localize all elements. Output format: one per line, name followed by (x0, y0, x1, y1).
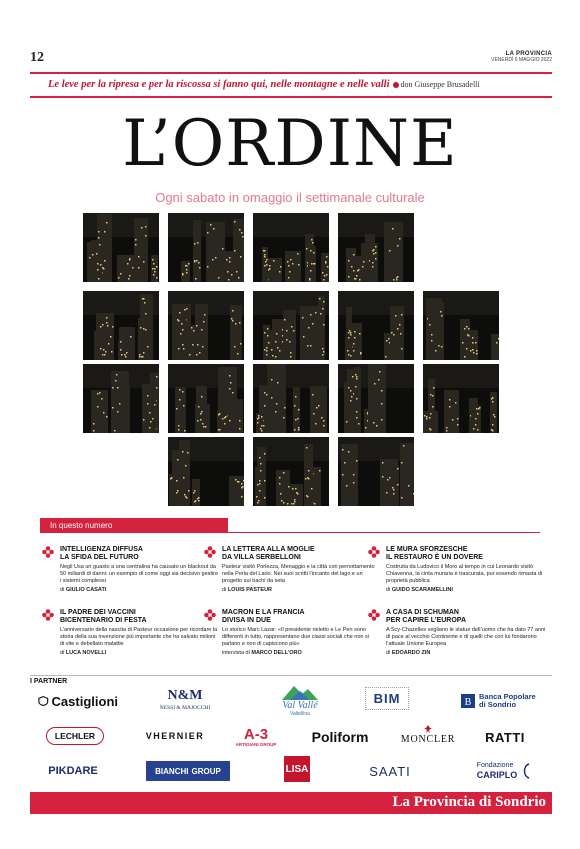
article-headline-1: INTELLIGENZA DIFFUSA (60, 546, 143, 553)
article-item[interactable] (60, 609, 220, 656)
banca-popolare-logo[interactable]: B Banca Popolare di Sondrio (460, 688, 540, 714)
moncler-logo[interactable]: MONCLER (396, 720, 460, 748)
article-item[interactable] (386, 609, 548, 656)
bim-logo[interactable]: BIM (362, 684, 412, 712)
article-headline-1: LE MURA SFORZESCHE (386, 546, 468, 553)
article-headline-1: LA LETTERA ALLA MOGLIE (222, 546, 315, 553)
lechler-logo[interactable]: LECHLER (40, 726, 110, 746)
article-author: MARCO DELL’ORO (251, 650, 302, 656)
nessi-majocchi-logo[interactable]: N&M NESSI & MAJOCCHI (159, 688, 211, 711)
flower-icon (204, 609, 216, 621)
article-author: LOUIS PASTEUR (227, 587, 273, 593)
article-headline-2: IL RESTAURO È UN DOVERE (386, 554, 483, 561)
article-item[interactable] (386, 546, 548, 593)
paper-name: LA PROVINCIA (505, 51, 552, 57)
photo-tile (168, 437, 244, 506)
issue-date: VENERDÌ 6 MAGGIO 2022 (491, 57, 552, 63)
bank-emblem-icon (460, 693, 476, 709)
page-subtitle: Ogni sabato in omaggio il settimanale culturale (155, 190, 425, 205)
flower-icon (368, 609, 380, 621)
section-label: In questo numero (40, 518, 228, 533)
partners-rule (30, 675, 552, 676)
article-author: GIULIO CASATI (65, 587, 107, 593)
svg-text:B: B (464, 697, 472, 708)
footer-brand: La Provincia di Sondrio (392, 794, 546, 810)
fondazione-cariplo-logo[interactable]: Fondazione CARIPLO (470, 758, 538, 784)
article-headline-2: DA VILLA SERBELLONI (222, 554, 301, 561)
photo-tile (338, 364, 414, 433)
article-byline: di GIULIO CASATI (60, 587, 107, 593)
bianchi-group-logo[interactable]: BIANCHI GROUP (146, 761, 230, 781)
poliform-logo[interactable]: Poliform (311, 729, 369, 745)
article-byline: di EDOARDO ZIN (386, 650, 431, 656)
top-rule (30, 72, 552, 74)
article-headline-1: IL PADRE DEI VACCINI (60, 609, 136, 616)
photo-tile (338, 437, 414, 506)
castiglioni-logo[interactable]: Castiglioni (38, 690, 118, 712)
article-byline: intervista di MARCO DELL’ORO (222, 650, 302, 656)
headline-quote (48, 79, 480, 90)
article-headline-1: A CASA DI SCHUMAN (386, 609, 459, 616)
lisa-logo[interactable]: LISA (284, 756, 310, 782)
photo-tile (338, 213, 414, 282)
saati-logo[interactable]: SAATI (369, 763, 411, 779)
artigiani-group-logo[interactable]: A-3 ARTIGIANI GROUP (235, 726, 277, 747)
photo-tile (168, 213, 244, 282)
article-summary: L’anniversario della nascita di Pasteur occasione per ricordare la storia della sua invenzione più importante che ha salvato milioni di vite e debellato malattie (60, 627, 218, 647)
photo-tile (253, 291, 329, 360)
pikdare-logo[interactable]: PIKDARE (48, 765, 98, 777)
section-rule (228, 532, 540, 533)
article-byline: di LOUIS PASTEUR (222, 587, 273, 593)
page-number: 12 (30, 50, 44, 65)
quote-author: don Giuseppe Brusadelli (400, 80, 480, 89)
article-summary: Costruita da Ludovico il Moro al tempo in cui Leonardo visitò Chiavenna, la cinta muraria è trascurata, pur essendo rimasta di proprietà pubblica (386, 564, 543, 584)
photo-tile (338, 291, 414, 360)
photo-tile (423, 291, 499, 360)
article-headline-2: DIVISA IN DUE (222, 617, 271, 624)
article-item[interactable] (222, 546, 382, 593)
photo-tile (168, 291, 244, 360)
flower-icon (42, 609, 54, 621)
article-byline: di LUCA NOVELLI (60, 650, 107, 656)
bullet-icon (393, 82, 399, 88)
ratti-logo[interactable]: RATTI (485, 729, 525, 745)
article-summary: A Scy-Chazelles vegliano le statue dell’uomo che ha dato 77 anni di pace al vecchio Continente e di quelli che con lui fondarono l’attuale Unione Europea (386, 627, 546, 647)
article-byline: di GUIDO SCARAMELLINI (386, 587, 453, 593)
photo-tile (168, 364, 244, 433)
article-headline-1: MACRON E LA FRANCIA (222, 609, 305, 616)
article-headline-2: BICENTENARIO DI FESTA (60, 617, 147, 624)
flower-icon (204, 546, 216, 558)
article-author: LUCA NOVELLI (65, 650, 107, 656)
article-summary: Negli Usa un guasto a una centralina ha causato un blackout da 50 miliardi di danni: un esempio di come oggi sia decisivo gestire i sistemi complessi (60, 564, 219, 584)
flower-icon (42, 546, 54, 558)
shield-icon (38, 695, 49, 707)
photo-tile (83, 291, 159, 360)
article-item[interactable] (60, 546, 220, 593)
article-headline-2: LA SFIDA DEL FUTURO (60, 554, 139, 561)
article-item[interactable] (222, 609, 382, 656)
cockerel-icon (423, 724, 433, 734)
quote-rule (30, 96, 552, 98)
photo-tile (253, 437, 329, 506)
valtellina-logo[interactable]: Val Vallé Valtellina (265, 680, 335, 720)
article-headline-2: PER CAPIRE L’EUROPA (386, 617, 466, 624)
vhernier-logo[interactable]: VHERNIER (145, 731, 205, 741)
mountain-icon (280, 683, 320, 701)
photo-tile (253, 213, 329, 282)
photo-tile (83, 213, 159, 282)
partners-label: I PARTNER (30, 678, 68, 685)
cariplo-emblem-icon (521, 762, 531, 780)
page-title: L’ORDINE (122, 107, 458, 181)
flower-icon (368, 546, 380, 558)
photo-tile (83, 364, 159, 433)
article-summary: Pasteur visitò Porlezza, Menaggio e la città con pernottamento nella Perla del Lario. Nei suoi scritti l’incanto del lago e un progetto sui bachi da seta (222, 564, 375, 584)
quote-text: Le leve per la ripresa e per la riscossa si fanno qui, nelle montagne e nelle valli (48, 79, 390, 90)
photo-tile (253, 364, 329, 433)
article-author: EDOARDO ZIN (391, 650, 431, 656)
masthead (491, 51, 552, 63)
article-author: GUIDO SCARAMELLINI (391, 587, 453, 593)
article-summary: Lo storico Marc Lazar: «Il presidente rieletto e Le Pen sono differenti in tutto, rappresentano due classi sociali che non si parlano e non di capiscono più» (222, 627, 369, 647)
photo-tile (423, 364, 499, 433)
